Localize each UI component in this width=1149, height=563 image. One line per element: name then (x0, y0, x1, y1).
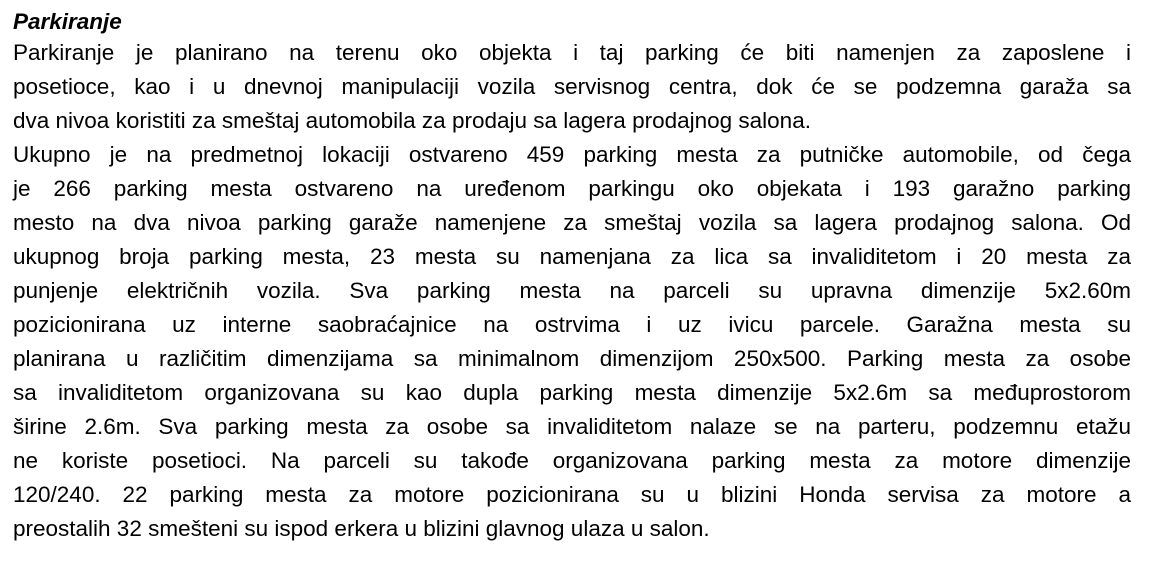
text-line: ne koriste posetioci. Na parceli su takođe organizovana parking mesta za motore dimenzije (13, 448, 1131, 473)
text-line: punjenje električnih vozila. Sva parking mesta na parceli su upravna dimenzije 5x2.60m (13, 278, 1131, 303)
text-line: Ukupno je na predmetnoj lokaciji ostvareno 459 parking mesta za putničke automobile, od čega (13, 142, 1131, 167)
text-line: preostalih 32 smešteni su ispod erkera u blizini glavnog ulaza u salon. (13, 516, 710, 541)
text-line: ukupnog broja parking mesta, 23 mesta su namenjana za lica sa invaliditetom i 20 mesta za (13, 244, 1131, 269)
text-line: širine 2.6m. Sva parking mesta za osobe sa invaliditetom nalaze se na parteru, podzemnu etažu (13, 414, 1131, 439)
paragraph-parking-capacity (13, 138, 1131, 546)
text-line: planirana u različitim dimenzijama sa minimalnom dimenzijom 250x500. Parking mesta za osobe (13, 346, 1131, 371)
text-line: je 266 parking mesta ostvareno na uređenom parkingu oko objekata i 193 garažno parking (13, 176, 1131, 201)
text-line: pozicionirana uz interne saobraćajnice na ostrvima i uz ivicu parcele. Garažna mesta su (13, 312, 1131, 337)
text-line: posetioce, kao i u dnevnoj manipulaciji vozila servisnog centra, dok će se podzemna garaža sa (13, 74, 1131, 99)
text-line: 120/240. 22 parking mesta za motore pozicionirana su u blizini Honda servisa za motore a (13, 482, 1131, 507)
section-heading: Parkiranje (13, 9, 122, 34)
text-line: Parkiranje je planirano na terenu oko objekta i taj parking će biti namenjen za zaposlene i (13, 40, 1131, 65)
document-page (13, 8, 1131, 546)
text-line: dva nivoa koristiti za smeštaj automobila za prodaju sa lagera prodajnog salona. (13, 108, 811, 133)
paragraph-parking-purpose (13, 36, 1131, 138)
text-line: mesto na dva nivoa parking garaže namenjene za smeštaj vozila sa lagera prodajnog salona. Od (13, 210, 1131, 235)
text-line: sa invaliditetom organizovana su kao dupla parking mesta dimenzije 5x2.6m sa međuprostorom (13, 380, 1131, 405)
